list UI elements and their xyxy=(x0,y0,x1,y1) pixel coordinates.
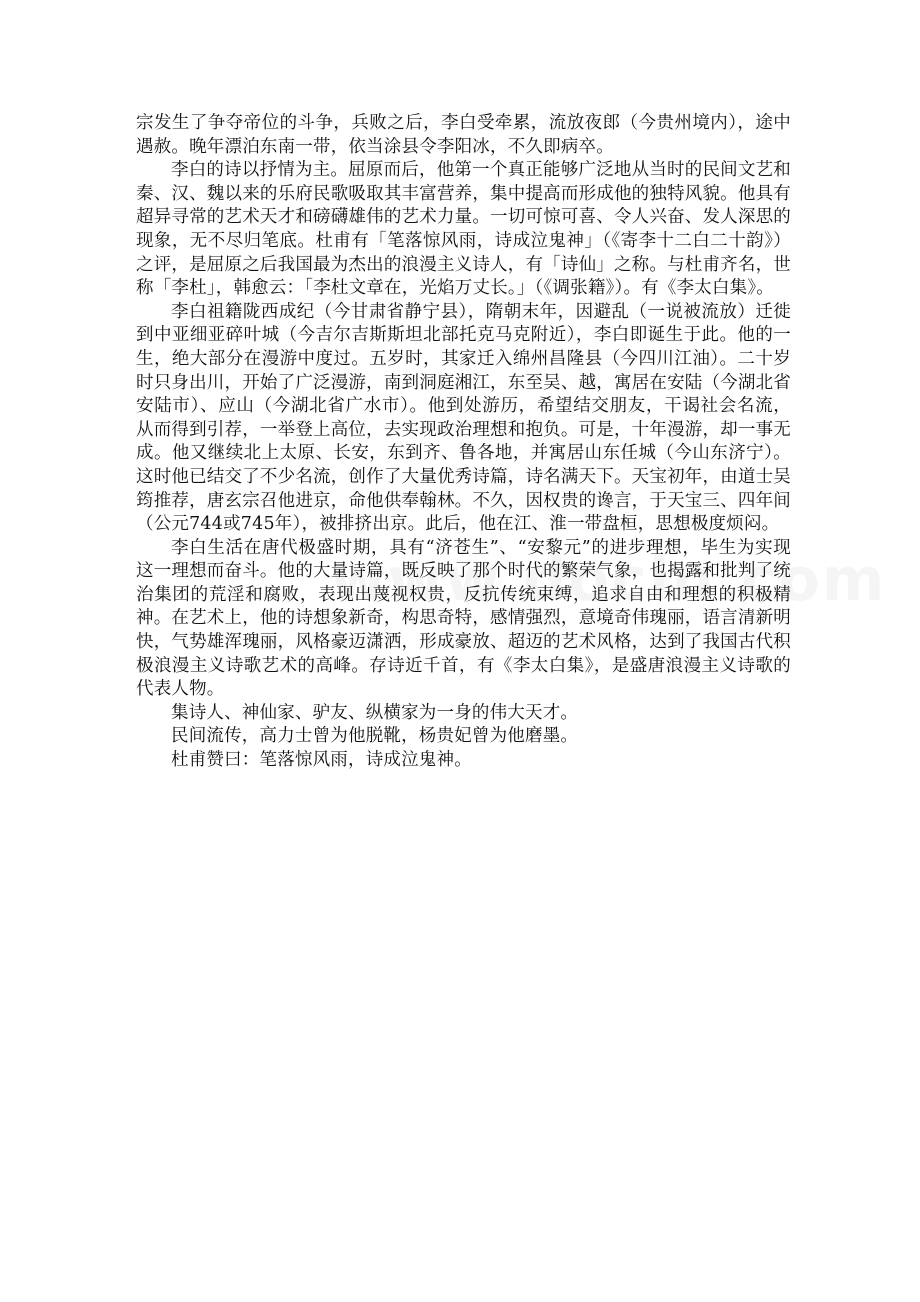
document-body xyxy=(136,112,791,773)
paragraph-folk-legend: 民间流传，高力士曾为他脱靴，杨贵妃曾为他磨墨。 xyxy=(171,726,579,747)
paragraph-continuation: 宗发生了争夺帝位的斗争，兵败之后，李白受牵累，流放夜郎（今贵州境内），途中遇赦。晚年漂泊东南一带，依当涂县令李阳冰，不久即病卒。 xyxy=(136,113,791,157)
paragraph-biography: 李白祖籍陇西成纪（今甘肃省静宁县），隋朝末年，因避乱（一说被流放）迁徙到中亚细亚碎叶城（今吉尔吉斯斯坦北部托克马克附近），李白即诞生于此。他的一生，绝大部分在漫游中度过。五岁时，其家迁入绵州昌隆县（今四川江油）。二十岁时只身出川，开始了广泛漫游，南到洞庭湘江，东至吴、越，寓居在安陆（今湖北省安陆市）、应山（今湖北省广水市）。他到处游历，希望结交朋友，干谒社会名流，从而得到引荐，一举登上高位，去实现政治理想和抱负。可是，十年漫游，却一事无成。他又继续北上太原、长安，东到齐、鲁各地，并寓居山东任城（今山东济宁）。这时他已结交了不少名流，创作了大量优秀诗篇，诗名满天下。天宝初年，由道士吴筠推荐，唐玄宗召他进京，命他供奉翰林。不久，因权贵的谗言，于天宝三、四年间（公元744或745年），被排挤出京。此后，他在江、淮一带盘桓，思想极度烦闷。 xyxy=(136,301,791,535)
paragraph-du-fu-praise: 杜甫赞曰：笔落惊风雨，诗成泣鬼神。 xyxy=(171,750,472,771)
paragraph-genius: 集诗人、神仙家、驴友、纵横家为一身的伟大天才。 xyxy=(171,702,579,723)
paragraph-poetry-style: 李白的诗以抒情为主。屈原而后，他第一个真正能够广泛地从当时的民间文艺和秦、汉、魏以来的乐府民歌吸取其丰富营养，集中提高而形成他的独特风貌。他具有超异寻常的艺术天才和磅礴雄伟的艺术力量。一切可惊可喜、令人兴奋、发人深思的现象，无不尽归笔底。杜甫有「笔落惊风雨，诗成泣鬼神」（《寄李十二白二十韵》）之评，是屈原之后我国最为杰出的浪漫主义诗人，有「诗仙」之称。与杜甫齐名，世称「李杜」，韩愈云：「李杜文章在，光焰万丈长。」（《调张籍》）。有《李太白集》。 xyxy=(136,160,791,299)
paragraph-ideals-and-art: 李白生活在唐代极盛时期，具有“济苍生”、“安黎元”的进步理想，毕生为实现这一理想而奋斗。他的大量诗篇，既反映了那个时代的繁荣气象，也揭露和批判了统治集团的荒淫和腐败，表现出蔑视权贵，反抗传统束缚，追求自由和理想的积极精神。在艺术上，他的诗想象新奇，构思奇特，感情强烈，意境奇伟瑰丽，语言清新明快，气势雄浑瑰丽，风格豪迈潇洒，形成豪放、超迈的艺术风格，达到了我国古代积极浪漫主义诗歌艺术的高峰。存诗近千首，有《李太白集》，是盛唐浪漫主义诗歌的代表人物。 xyxy=(136,537,791,700)
